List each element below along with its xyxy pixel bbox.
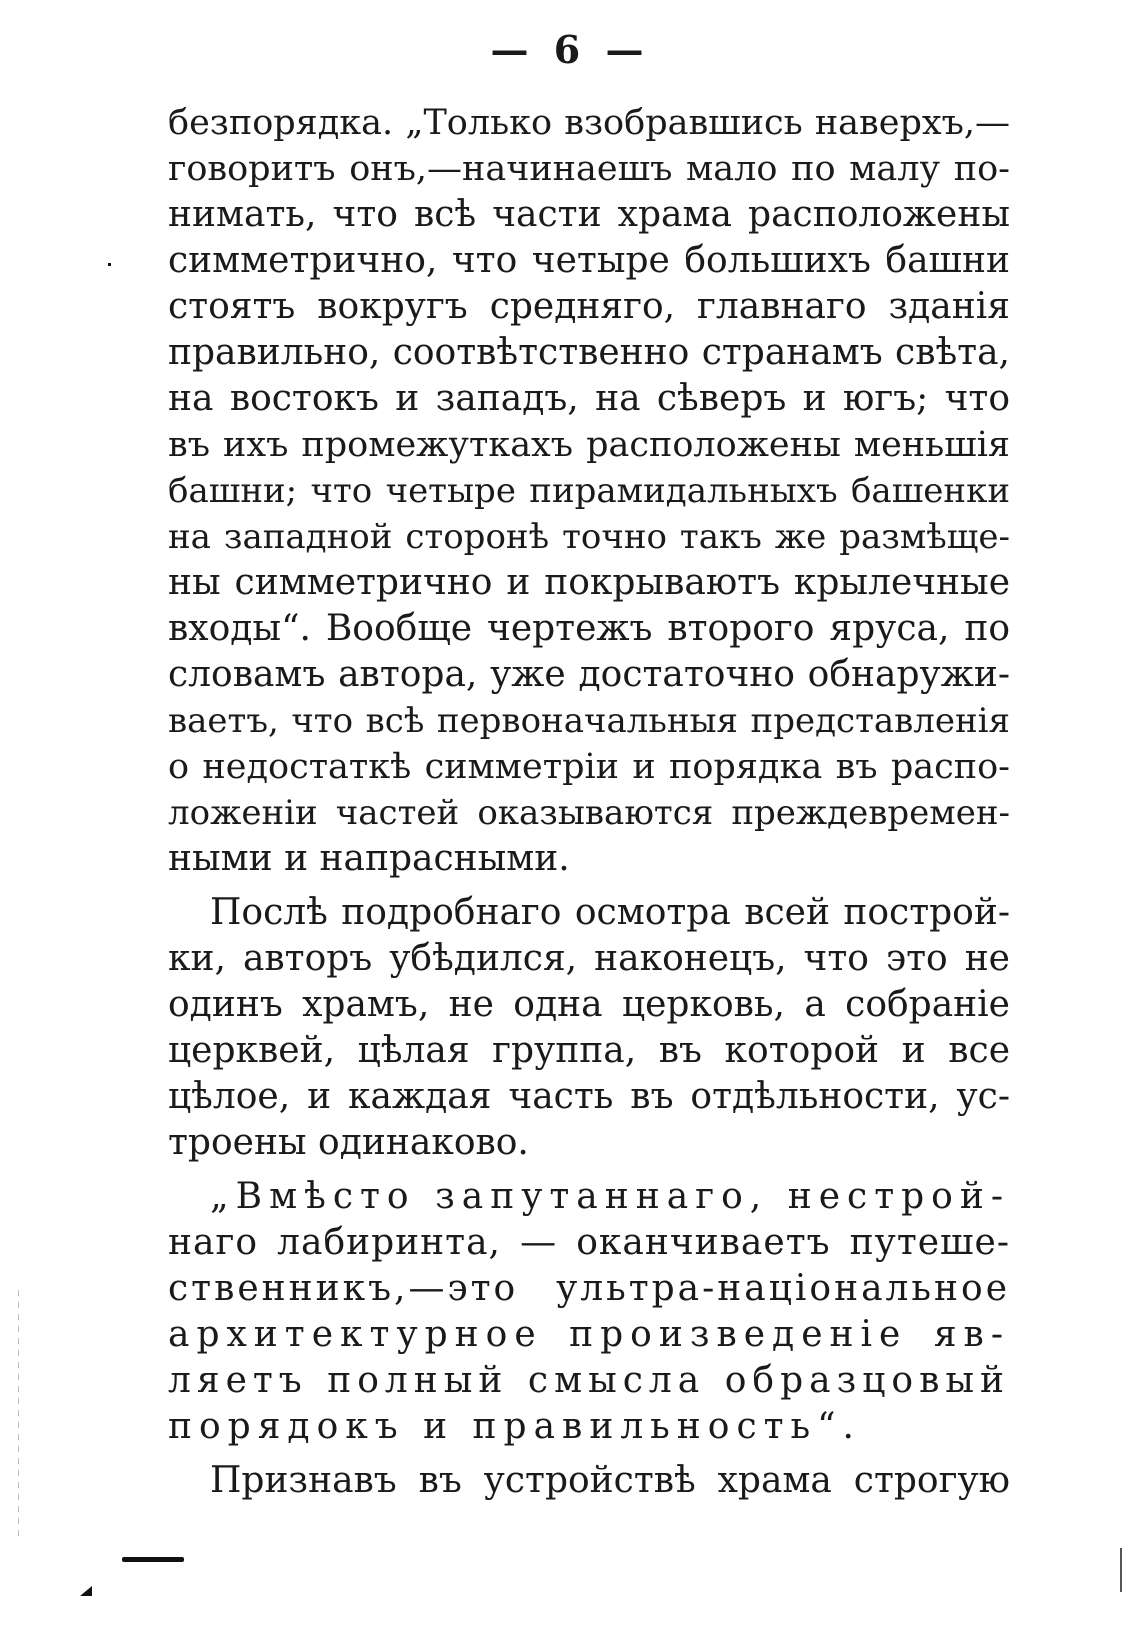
text-line: правильно, соотвѣтственно странамъ свѣта, bbox=[168, 332, 1010, 373]
printer-dash-mark bbox=[122, 1557, 184, 1562]
text-line: „Вмѣсто запутаннаго, нестрой- bbox=[210, 1176, 1010, 1217]
text-line: архитектурное произведеніе яв- bbox=[168, 1314, 1010, 1355]
text-line: церквей, цѣлая группа, въ которой и все bbox=[168, 1030, 1010, 1071]
text-line: словамъ автора, уже достаточно обнаружи- bbox=[168, 654, 1010, 695]
paragraph-gap bbox=[168, 882, 1010, 890]
text-line: ляетъ полный смысла образцовый bbox=[168, 1360, 1010, 1401]
text-line: симметрично, что четыре большихъ башни bbox=[168, 240, 1010, 281]
paragraph-1 bbox=[168, 100, 1010, 882]
text-line: безпорядка. „Только взобравшись наверхъ,— bbox=[168, 103, 1010, 143]
text-line: на западной сторонѣ точно такъ же размѣще- bbox=[168, 517, 1010, 557]
paragraph-2 bbox=[168, 890, 1010, 1166]
scan-edge-tick bbox=[1120, 1548, 1122, 1592]
paragraph-gap bbox=[168, 1450, 1010, 1458]
text-line: въ ихъ промежуткахъ расположены меньшія bbox=[168, 425, 1010, 465]
text-line: ваетъ, что всѣ первоначальныя представленія bbox=[168, 701, 1010, 741]
page-number: — 6 — bbox=[490, 27, 650, 72]
text-line: наго лабиринта, — оканчиваетъ путеше- bbox=[168, 1222, 1010, 1263]
text-line: башни; что четыре пирамидальныхъ башенки bbox=[168, 471, 1010, 511]
scan-edge-line bbox=[18, 1290, 19, 1540]
text-line: говоритъ онъ,—начинаешъ мало по малу по- bbox=[168, 149, 1010, 189]
text-line: Признавъ въ устройствѣ храма строгую bbox=[210, 1460, 1010, 1501]
paragraph-gap bbox=[168, 1166, 1010, 1174]
text-line: ложеніи частей оказываются преждевремен- bbox=[168, 793, 1010, 833]
text-line: троены одинаково. bbox=[168, 1122, 529, 1163]
text-line: цѣлое, и каждая часть въ отдѣльности, ус- bbox=[168, 1076, 1010, 1117]
scan-speck bbox=[108, 263, 111, 266]
page-body-text bbox=[168, 100, 1010, 1504]
paragraph-4 bbox=[168, 1458, 1010, 1504]
text-line: входы“. Вообще чертежъ второго яруса, по bbox=[168, 608, 1010, 649]
text-line: ными и напрасными. bbox=[168, 838, 570, 879]
signature-mark bbox=[80, 1586, 92, 1596]
text-line: Послѣ подробнаго осмотра всей построй- bbox=[210, 892, 1010, 933]
text-line: нимать, что всѣ части храма расположены bbox=[168, 194, 1010, 235]
text-line: о недостаткѣ симметріи и порядка въ распо- bbox=[168, 747, 1010, 787]
text-line: порядокъ и правильность“. bbox=[168, 1406, 861, 1447]
text-line: ки, авторъ убѣдился, наконецъ, что это не bbox=[168, 938, 1010, 979]
text-line: ны симметрично и покрываютъ крылечные bbox=[168, 562, 1010, 603]
text-line: одинъ храмъ, не одна церковь, а собраніе bbox=[168, 984, 1010, 1025]
text-line: ственникъ,—это ультра-національное bbox=[168, 1268, 1010, 1309]
text-line: на востокъ и западъ, на сѣверъ и югъ; что bbox=[168, 378, 1010, 419]
paragraph-3 bbox=[168, 1174, 1010, 1450]
text-line: стоятъ вокругъ средняго, главнаго зданія bbox=[168, 286, 1010, 327]
